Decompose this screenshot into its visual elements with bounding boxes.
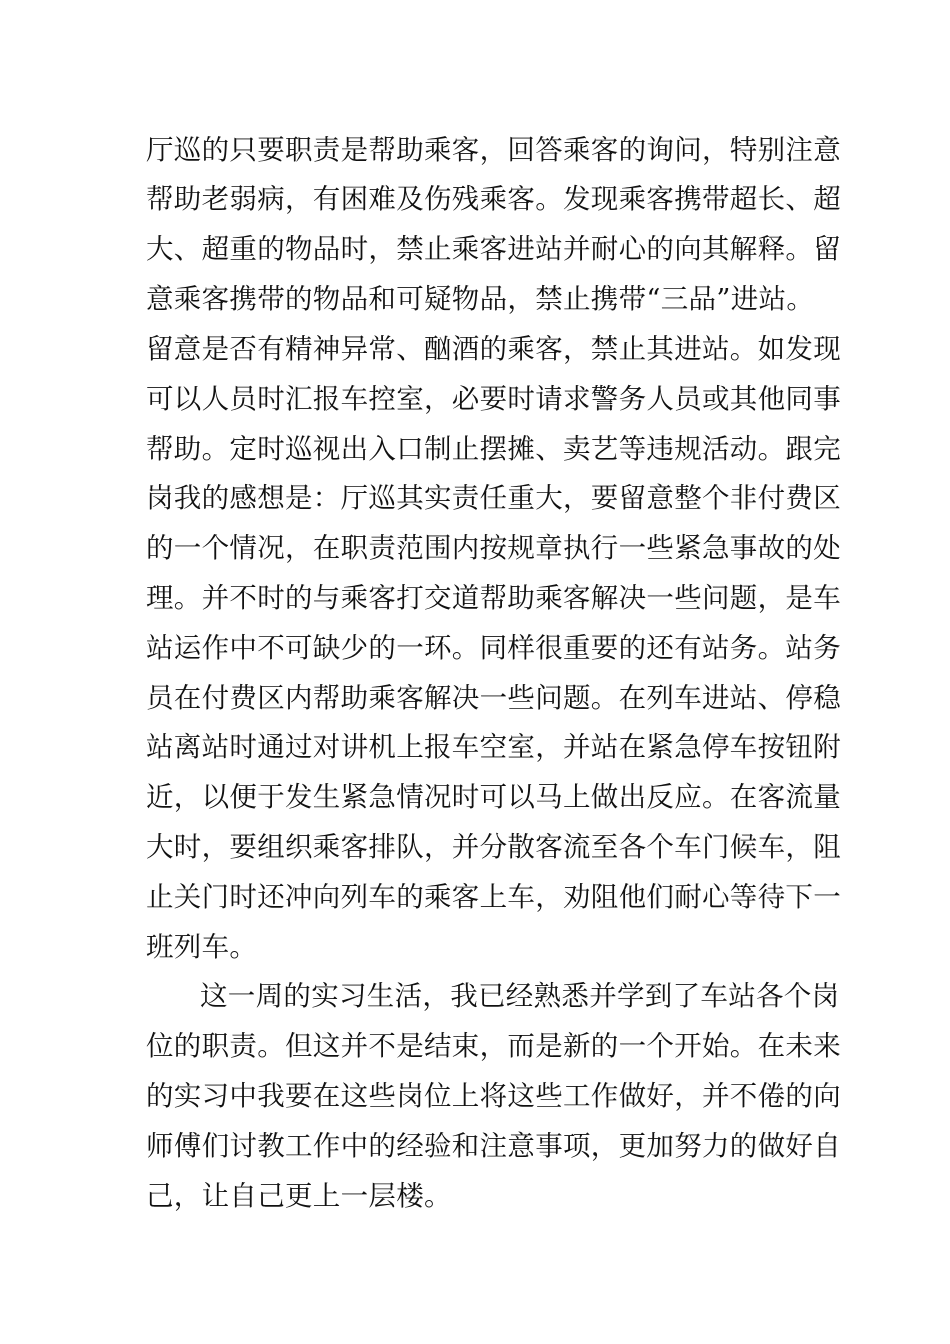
text-line: 师傅们讨教工作中的经验和注意事项，更加努力的做好自 [146,1130,841,1162]
text-line: 留意是否有精神异常、酗酒的乘客，禁止其进站。如发现 [146,333,841,365]
text-line: 己，让自己更上一层楼。 [146,1180,452,1212]
text-line: 帮助。定时巡视出入口制止摆摊、卖艺等违规活动。跟完 [146,433,841,465]
text-line: 位的职责。但这并不是结束，而是新的一个开始。在未来 [146,1030,841,1062]
text-line: 意乘客携带的物品和可疑物品，禁止携带“三品”进站。 [146,283,815,315]
paragraph-first-line: 这一周的实习生活，我已经熟悉并学到了车站各个岗 [200,980,840,1012]
text-line: 员在付费区内帮助乘客解决一些问题。在列车进站、停稳 [146,682,841,714]
text-line: 岗我的感想是：厅巡其实责任重大，要留意整个非付费区 [146,482,841,514]
text-line: 的实习中我要在这些岗位上将这些工作做好，并不倦的向 [146,1080,841,1112]
text-line: 帮助老弱病，有困难及伤残乘客。发现乘客携带超长、超 [146,183,841,215]
text-line: 厅巡的只要职责是帮助乘客，回答乘客的询问，特别注意 [146,134,841,166]
text-line: 站离站时通过对讲机上报车空室，并站在紧急停车按钮附 [146,731,841,763]
text-line: 理。并不时的与乘客打交道帮助乘客解决一些问题，是车 [146,582,841,614]
text-line: 的一个情况，在职责范围内按规章执行一些紧急事故的处 [146,532,841,564]
text-line: 止关门时还冲向列车的乘客上车，劝阻他们耐心等待下一 [146,881,841,913]
text-line: 站运作中不可缺少的一环。同样很重要的还有站务。站务 [146,632,841,664]
text-line: 近，以便于发生紧急情况时可以马上做出反应。在客流量 [146,781,841,813]
text-line: 大时，要组织乘客排队，并分散客流至各个车门候车，阻 [146,831,841,863]
text-line: 可以人员时汇报车控室，必要时请求警务人员或其他同事 [146,383,841,415]
text-line: 大、超重的物品时，禁止乘客进站并耐心的向其解释。留 [146,233,841,265]
text-line: 班列车。 [146,931,258,963]
